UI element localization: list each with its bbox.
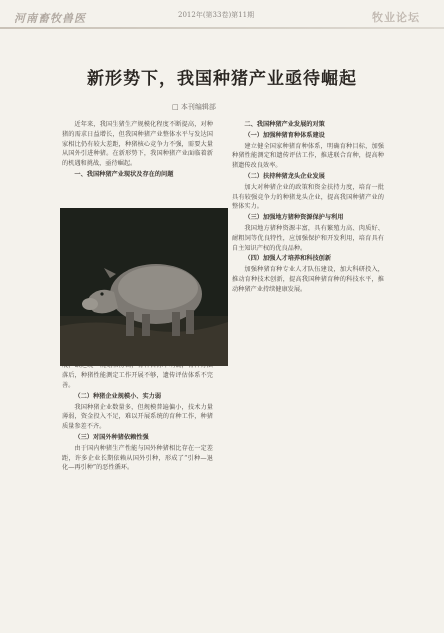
- sub-heading: （三）对国外种猪依赖性强: [74, 433, 149, 441]
- column-badge: [360, 6, 430, 28]
- body-paragraph: 我国种猪企业数量多，但规模普遍偏小，技术力量薄弱，资金投入不足，难以开展系统的育种工作，种猪质量参差不齐。: [62, 403, 213, 431]
- section-heading: 二、我国种猪产业发展的对策: [244, 121, 325, 128]
- body-paragraph: 我国地方猪种资源丰富，具有繁殖力高、肉质好、耐粗饲等优良特性，应加强保护和开发利用，培育具有自主知识产权的优良品种。: [232, 224, 384, 252]
- sub-heading: （三）加强地方猪种资源保护与利用: [244, 214, 344, 222]
- pig-photo-icon: [60, 208, 228, 366]
- body-paragraph: 由于国内种猪生产性能与国外种猪相比存在一定差距，许多企业长期依赖从国外引种，形成了“引种—退化—再引种”的恶性循环。: [62, 444, 213, 472]
- body-paragraph: 建立健全国家种猪育种体系，明确育种目标，加强种猪性能测定和遗传评估工作，推进联合育种，提高种猪遗传改良效率。: [232, 142, 384, 170]
- issue-info: 2012年(第33卷)第11期: [178, 11, 255, 19]
- sub-heading: （二）种猪企业规模小、实力弱: [74, 392, 162, 400]
- header-divider: [0, 27, 444, 29]
- article-author: □ 本刊编辑部: [172, 103, 216, 111]
- pig-photo: [60, 208, 228, 366]
- body-paragraph: 加大对种猪企业的政策和资金扶持力度，培育一批具有较强竞争力的种猪龙头企业，提高我国种猪产业的整体实力。: [232, 183, 384, 211]
- sub-heading: （二）扶持种猪龙头企业发展: [244, 172, 325, 180]
- sub-heading: （一）加强种猪育种体系建设: [244, 131, 325, 139]
- section-heading: 一、我国种猪产业现状及存在的问题: [74, 170, 174, 178]
- right-column: [232, 120, 384, 595]
- intro-paragraph: 近年来，我国生猪生产规模化程度不断提高，对种猪的需求日益增长，但我国种猪产业整体水平与发达国家相比仍有较大差距，种猪核心竞争力不强，需要大量从国外引进种猪。在新形势下，我国种猪产业面临着新的机遇和挑战，亟待崛起。: [62, 121, 213, 168]
- column-badge-label: 牧业论坛: [372, 11, 420, 24]
- body-paragraph: 加强种猪育种专业人才队伍建设，加大科研投入，推动育种技术创新，提高我国种猪育种的科技水平，推动种猪产业持续健康发展。: [232, 266, 384, 293]
- page-header: [0, 0, 444, 38]
- sub-heading: （四）加强人才培养和科技创新: [244, 255, 332, 263]
- body-paragraph: 落后，种猪性能测定工作开展不够，遗传评估体系不完善。: [62, 372, 213, 389]
- journal-name: 河南畜牧兽医: [14, 12, 86, 25]
- article-title: 新形势下，我国种猪产业亟待崛起: [87, 69, 357, 89]
